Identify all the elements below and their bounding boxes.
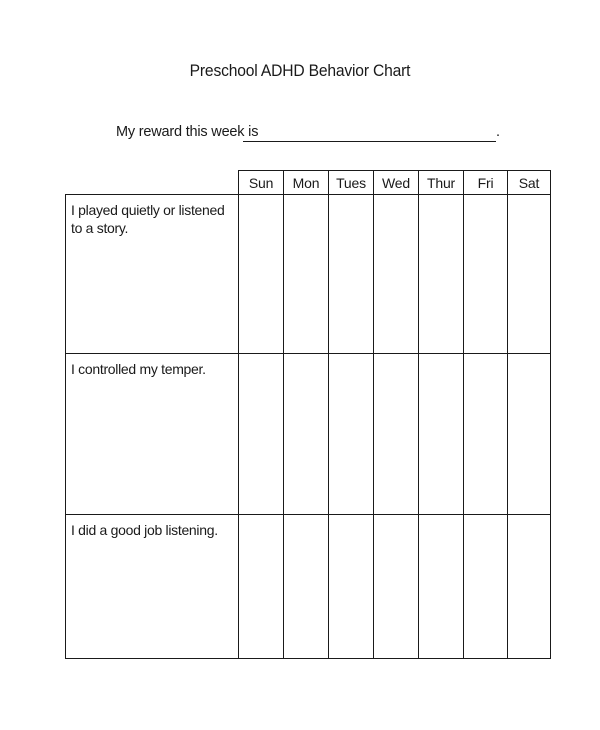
tracking-cell-row-2-fri[interactable]: [464, 354, 507, 514]
page-title: Preschool ADHD Behavior Chart: [189, 61, 411, 80]
tracking-cell-row-1-thur[interactable]: [419, 195, 463, 353]
behavior-label-row-3: I did a good job listening.: [71, 522, 218, 538]
tracking-cell-row-3-fri[interactable]: [464, 515, 507, 657]
tracking-cell-row-2-thur[interactable]: [419, 354, 463, 514]
reward-label: My reward this week is: [116, 124, 259, 140]
grid-line-left: [65, 194, 66, 659]
day-header-mon: Mon: [292, 175, 320, 191]
tracking-cell-row-2-tues[interactable]: [329, 354, 373, 514]
tracking-cell-row-2-mon[interactable]: [284, 354, 328, 514]
grid-line-right: [550, 170, 551, 659]
tracking-cell-row-1-fri[interactable]: [464, 195, 507, 353]
reward-period: .: [496, 124, 501, 140]
tracking-cell-row-3-sat[interactable]: [508, 515, 549, 657]
tracking-cell-row-1-sun[interactable]: [239, 195, 283, 353]
tracking-cell-row-1-wed[interactable]: [374, 195, 418, 353]
tracking-cell-row-2-sat[interactable]: [508, 354, 549, 514]
day-header-tues: Tues: [336, 175, 366, 191]
tracking-cell-row-3-sun[interactable]: [239, 515, 283, 657]
tracking-cell-row-3-tues[interactable]: [329, 515, 373, 657]
reward-fill-in-line[interactable]: [243, 141, 496, 142]
tracking-cell-row-2-sun[interactable]: [239, 354, 283, 514]
day-header-fri: Fri: [477, 175, 494, 191]
tracking-cell-row-3-mon[interactable]: [284, 515, 328, 657]
day-header-sun: Sun: [248, 175, 274, 191]
behavior-label-row-1: I played quietly or listened to a story.: [71, 202, 225, 236]
tracking-cell-row-3-wed[interactable]: [374, 515, 418, 657]
tracking-cell-row-1-sat[interactable]: [508, 195, 549, 353]
day-header-wed: Wed: [382, 175, 410, 191]
behavior-label-row-2: I controlled my temper.: [71, 361, 206, 377]
grid-line-bottom: [65, 658, 551, 659]
tracking-cell-row-1-mon[interactable]: [284, 195, 328, 353]
day-header-thur: Thur: [427, 175, 455, 191]
tracking-cell-row-2-wed[interactable]: [374, 354, 418, 514]
tracking-cell-row-3-thur[interactable]: [419, 515, 463, 657]
day-header-sat: Sat: [518, 175, 540, 191]
tracking-cell-row-1-tues[interactable]: [329, 195, 373, 353]
